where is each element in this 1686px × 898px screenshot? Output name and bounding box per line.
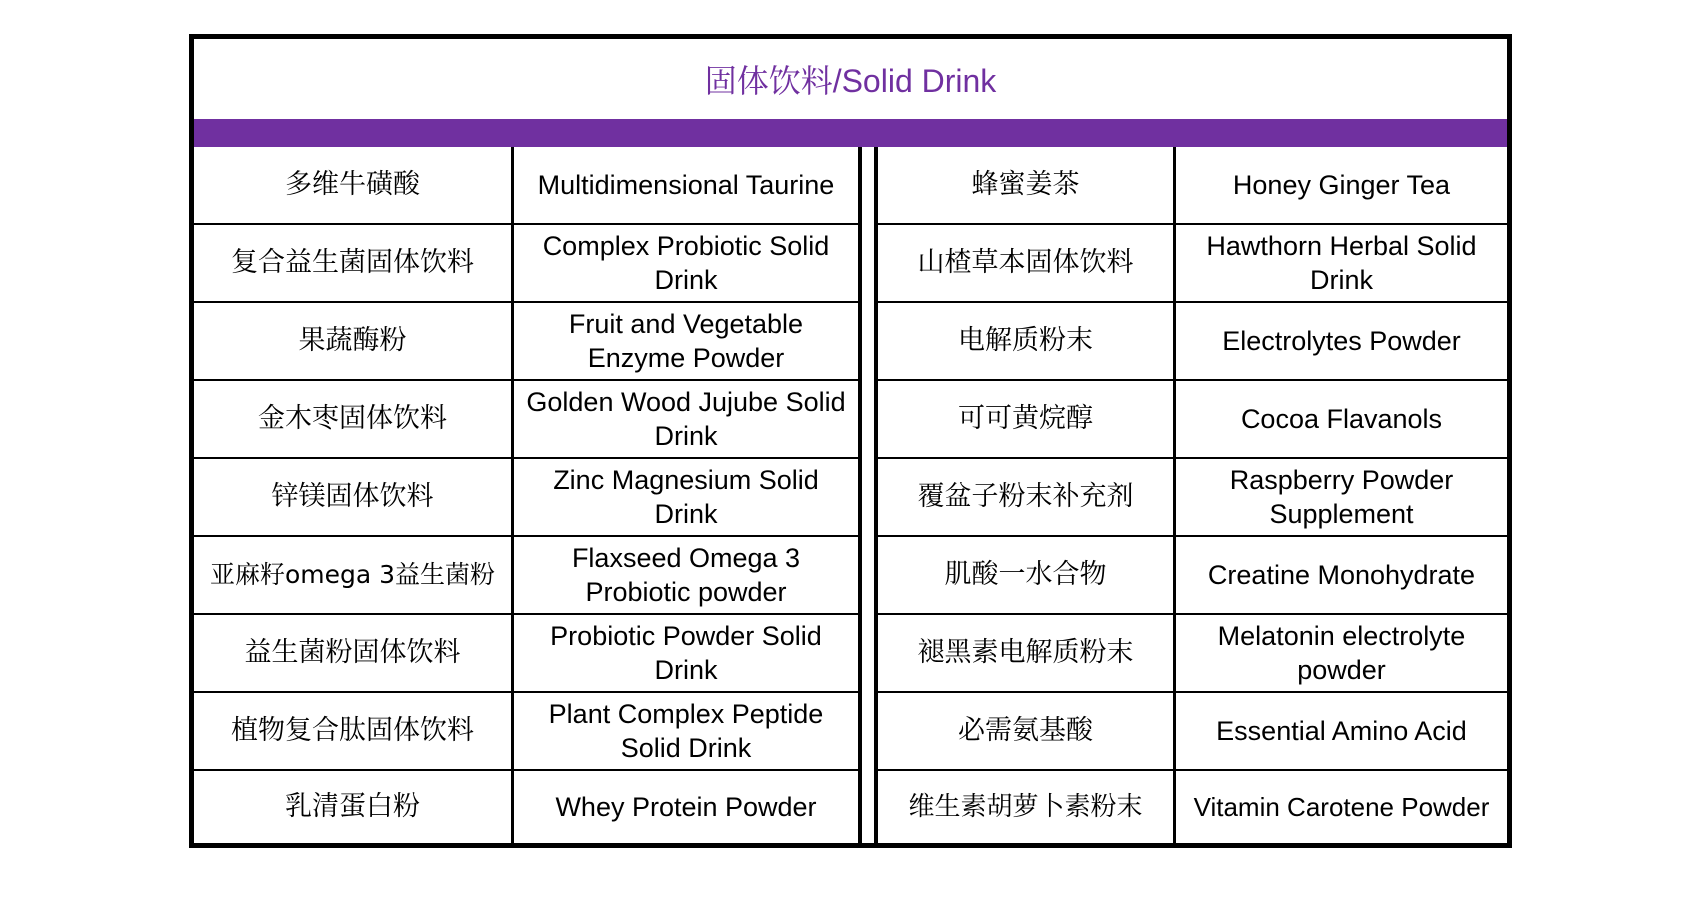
table-row: [194, 615, 858, 693]
product-name-en: Golden Wood Jujube Solid Drink: [526, 387, 846, 451]
title-divider-bar: [194, 119, 1507, 147]
right-column-group: [878, 147, 1507, 843]
product-name-en: Electrolytes Powder: [1222, 326, 1461, 356]
product-name-en: Melatonin electrolyte powder: [1217, 621, 1466, 685]
table-row: [878, 303, 1507, 381]
product-name-cn: 金木枣固体饮料: [194, 381, 514, 457]
product-name-en: Probiotic Powder Solid Drink: [550, 621, 822, 685]
table-row: [878, 771, 1507, 843]
product-name-en: Plant Complex Peptide Solid Drink: [548, 699, 824, 763]
product-name-cn: 复合益生菌固体饮料: [194, 225, 514, 301]
table-row: [878, 147, 1507, 225]
table-row: [194, 303, 858, 381]
table-body: [194, 147, 1507, 843]
product-name-cn: 必需氨基酸: [878, 693, 1176, 769]
table-row: [194, 537, 858, 615]
product-name-cn: 多维牛磺酸: [194, 147, 514, 223]
product-name-cn: 益生菌粉固体饮料: [194, 615, 514, 691]
product-name-en: Essential Amino Acid: [1216, 716, 1467, 746]
table-row: [878, 225, 1507, 303]
product-name-en: Raspberry Powder Supplement: [1229, 465, 1454, 529]
product-name-cn: 山楂草本固体饮料: [878, 225, 1176, 301]
product-name-cn: 植物复合肽固体饮料: [194, 693, 514, 769]
table-row: [878, 381, 1507, 459]
product-name-cn: 电解质粉末: [878, 303, 1176, 379]
product-name-cn: 维生素胡萝卜素粉末: [878, 771, 1176, 843]
table-row: [878, 537, 1507, 615]
product-name-en: Multidimensional Taurine: [537, 170, 835, 200]
table-row: [878, 615, 1507, 693]
product-name-cn: 覆盆子粉末补充剂: [878, 459, 1176, 535]
product-name-cn: 褪黑素电解质粉末: [878, 615, 1176, 691]
product-name-en: Honey Ginger Tea: [1232, 170, 1451, 200]
table-row: [878, 693, 1507, 771]
product-name-en: Vitamin Carotene Powder: [1193, 792, 1490, 822]
product-name-cn: 果蔬酶粉: [194, 303, 514, 379]
product-name-en: Hawthorn Herbal Solid Drink: [1206, 231, 1477, 295]
table-row: [194, 147, 858, 225]
product-name-cn: 锌镁固体饮料: [194, 459, 514, 535]
product-name-en: Zinc Magnesium Solid Drink: [553, 465, 819, 529]
table-row: [194, 225, 858, 303]
product-name-cn: 乳清蛋白粉: [194, 771, 514, 843]
product-name-en: Creatine Monohydrate: [1207, 560, 1476, 590]
product-table: [189, 34, 1512, 848]
product-name-cn: 肌酸一水合物: [878, 537, 1176, 613]
product-name-en: Whey Protein Powder: [555, 792, 817, 822]
table-row: [194, 693, 858, 771]
product-name-en: Cocoa Flavanols: [1240, 404, 1443, 434]
product-name-cn: 可可黄烷醇: [878, 381, 1176, 457]
column-divider: [858, 147, 862, 843]
table-row: [194, 381, 858, 459]
product-name-en: Flaxseed Omega 3 Probiotic powder: [571, 543, 801, 607]
product-name-en: Complex Probiotic Solid Drink: [542, 231, 830, 295]
product-name-cn: 蜂蜜姜茶: [878, 147, 1176, 223]
table-row: [878, 459, 1507, 537]
table-title: 固体饮料/Solid Drink: [704, 63, 997, 99]
table-row: [194, 459, 858, 537]
product-name-en: Fruit and Vegetable Enzyme Powder: [568, 309, 804, 373]
product-name-cn: 亚麻籽omega 3益生菌粉: [194, 537, 514, 613]
left-column-group: [194, 147, 858, 843]
table-row: [194, 771, 858, 843]
